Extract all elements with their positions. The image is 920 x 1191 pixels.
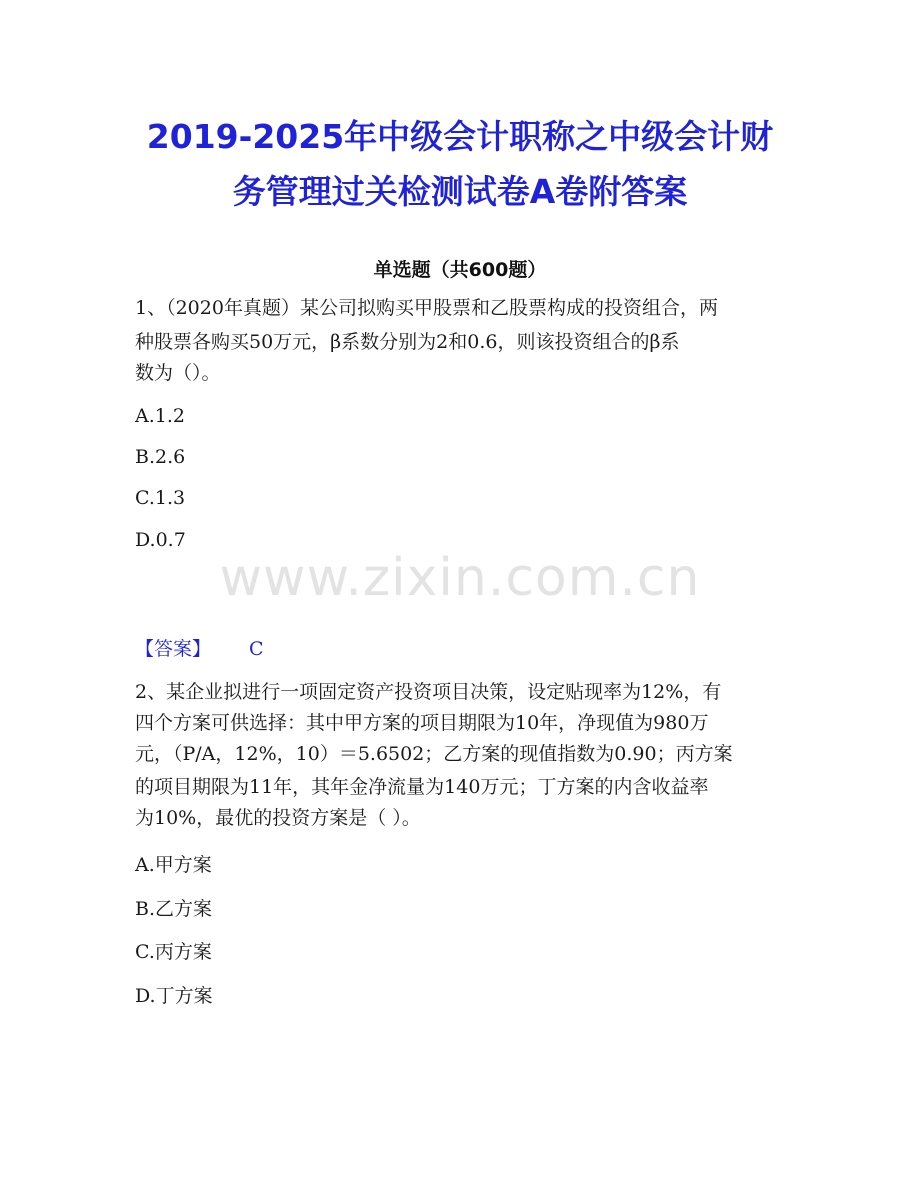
- question-2-option-a: A.甲方案: [135, 854, 212, 876]
- question-2-stem-line-1: 2、某企业拟进行一项固定资产投资项目决策，设定贴现率为12%，有: [135, 681, 722, 703]
- document-title-line-2: 务管理过关检测试卷A卷附答案: [232, 172, 688, 211]
- question-1-option-d: D.0.7: [135, 529, 186, 551]
- document-title-line-1: 2019-2025年中级会计职称之中级会计财: [146, 117, 774, 156]
- question-2-stem-line-5: 为10%，最优的投资方案是（ ）。: [135, 807, 421, 829]
- question-1-answer: [135, 634, 264, 664]
- question-1-stem-line-3: 数为（）。: [135, 362, 221, 384]
- question-1-option-c: C.1.3: [135, 487, 186, 509]
- question-1-stem-line-1: 1、（2020年真题）某公司拟购买甲股票和乙股票构成的投资组合，两: [135, 297, 718, 319]
- question-2-stem-line-3: 元，（P/A，12%，10）＝5.6502；乙方案的现值指数为0.90；丙方案: [135, 743, 733, 765]
- question-2-option-b: B.乙方案: [135, 898, 213, 920]
- question-2-stem-line-4: 的项目期限为11年，其年金净流量为140万元；丁方案的内含收益率: [135, 776, 709, 798]
- answer-value: C: [249, 638, 264, 660]
- question-2-stem-line-2: 四个方案可供选择：其中甲方案的项目期限为10年，净现值为980万: [135, 712, 709, 734]
- answer-label: 【答案】: [135, 638, 212, 660]
- question-1-stem-line-2: 种股票各购买50万元，β系数分别为2和0.6，则该投资组合的β系: [135, 331, 680, 353]
- question-1-option-b: B.2.6: [135, 446, 186, 468]
- section-heading: 单选题（共600题）: [373, 259, 547, 281]
- watermark: www.zixin.com.cn: [219, 548, 701, 608]
- question-1-option-a: A.1.2: [135, 405, 185, 427]
- question-2-option-d: D.丁方案: [135, 985, 213, 1007]
- question-2-option-c: C.丙方案: [135, 941, 212, 963]
